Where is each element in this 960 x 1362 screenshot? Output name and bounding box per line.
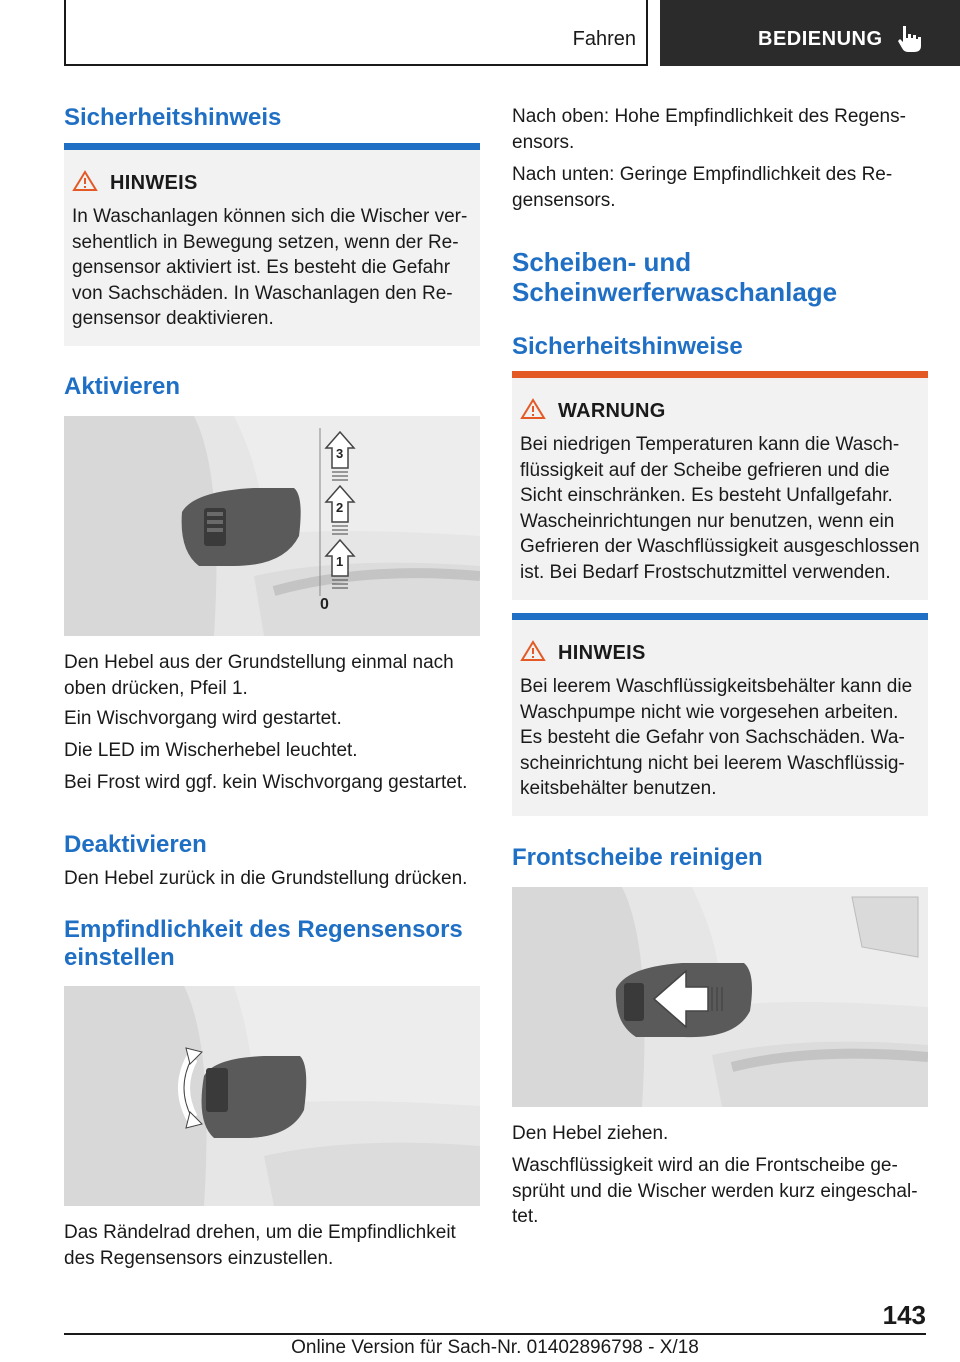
warning-triangle-icon [520,398,546,420]
deactivate-paragraph: Den Hebel zurück in die Grundstellung drücken. [64,868,468,889]
online-version-text: Online Version für Sach-Nr. 01402896798 - X/18 [291,1337,699,1358]
position-label: 1 [336,554,344,569]
note-label-right: HINWEIS [558,642,646,664]
note-color-bar-right [512,613,928,620]
warning-color-bar [512,371,928,378]
hand-pointer-icon [896,24,922,54]
sensitivity-heading: Empfindlichkeit des Regensensors einstellen [64,916,463,971]
down-description: Nach unten: Geringe Empfindlichkeit des Re- gensensors. [512,164,893,211]
header-section-label: BEDIENUNG [758,28,883,50]
note-label: HINWEIS [110,172,198,194]
sensitivity-paragraph: Das Rändelrad drehen, um die Empfindlichkeit des Regensensors einzustellen. [64,1222,456,1269]
page-number: 143 [882,1300,926,1330]
front-heading: Frontscheibe reinigen [512,844,763,871]
deactivate-heading: Deaktivieren [64,831,207,858]
safety-heading-right: Sicherheitshinweise [512,333,743,360]
warning-triangle-icon [520,640,546,662]
warning-triangle-icon [72,170,98,192]
activate-paragraph-3: Die LED im Wischerhebel leuchtet. [64,740,358,761]
header-chapter-link[interactable]: Fahren [572,28,636,50]
activate-paragraph-2: Ein Wischvorgang wird gestartet. [64,708,342,729]
note-text: In Waschanlagen können sich die Wischer ver- sehentlich in Bewegung setzen, wenn der Re- gensensor aktiviert ist. Es besteht die Gefahr von Sachschäden. In Waschanlagen den Re- gensensor deaktivieren. [72,206,468,329]
header-right-rule [646,0,648,66]
thumbwheel-photo [64,986,480,1206]
activate-paragraph-4: Bei Frost wird ggf. kein Wischvorgang gestartet. [64,772,468,793]
note-box-right [512,620,928,816]
safety-heading: Sicherheitshinweis [64,104,282,131]
position-label: 2 [336,500,344,515]
activate-paragraph-1: Den Hebel aus der Grundstellung einmal nach oben drücken, Pfeil 1. [64,652,454,699]
header-left-rule [64,0,66,66]
washer-heading: Scheiben- und Scheinwerferwaschanlage [512,247,838,307]
front-paragraph-1: Den Hebel ziehen. [512,1123,669,1144]
note-box [64,150,480,346]
warning-label: WARNUNG [558,400,666,422]
front-paragraph-2: Waschflüssigkeit wird an die Frontscheibe ge- sprüht und die Wischer werden kurz eingeschal- tet. [512,1155,918,1227]
header-section-tab[interactable] [660,0,960,66]
position-label: 0 [320,596,329,613]
warning-box [512,378,928,600]
header-bottom-rule [64,64,648,66]
warning-text: Bei niedrigen Temperaturen kann die Wasch- flüssigkeit auf der Scheibe gefrieren und die Sicht einschränken. Es besteht Unfallgefahr. Wascheinrichtungen nur benutzen, wenn ein Gefrieren der Waschflüssigkeit ausgeschlossen ist. Bei Bedarf Frostschutzmittel verwenden. [520,434,920,583]
lever-pull-photo [512,887,928,1107]
lever-up-photo [64,416,480,636]
up-description: Nach oben: Hohe Empfindlichkeit des Regens- ensors. [512,106,906,153]
position-label: 3 [336,446,344,461]
note-color-bar [64,143,480,150]
note-text-right: Bei leerem Waschflüssigkeitsbehälter kann die Waschpumpe nicht wie vorgesehen arbeiten. Es besteht die Gefahr von Sachschäden. Wa- scheinrichtung nicht bei leerem Waschflüssig- keitsbehälter benutzen. [520,676,913,799]
footer-rule [64,1333,926,1335]
activate-heading: Aktivieren [64,373,181,400]
